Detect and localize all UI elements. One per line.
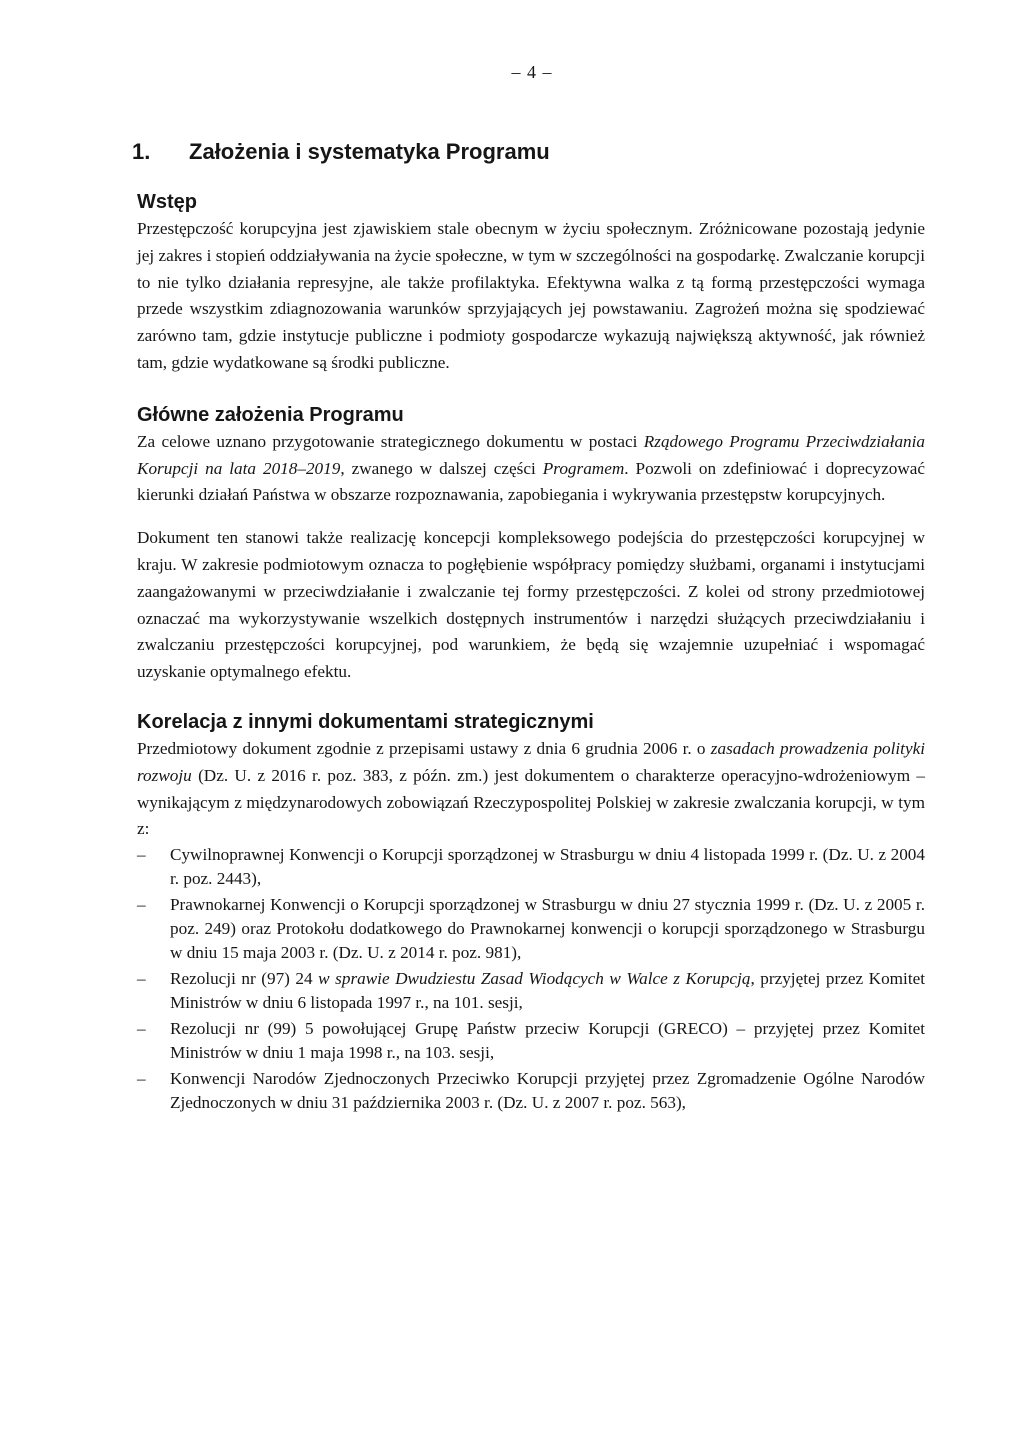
correlation-paragraph: Przedmiotowy dokument zgodnie z przepisami ustawy z dnia 6 grudnia 2006 r. o zasadach prowadzenia polityki rozwoju (Dz. U. z 2016 r. poz. 383, z późn. zm.) jest dokumentem o charakterze operacyjno-wdrożeniowym – wynikającym z międzynarodowych zobowiązań Rzeczypospolitej Polskiej w zakresie zwalczania korupcji, w tym z: <box>137 738 925 839</box>
list-item: – Rezolucji nr (99) 5 powołującej Grupę Państw przeciw Korupcji (GRECO) – przyjętej przez Komitet Ministrów w dniu 1 maja 1998 r., na 103. sesji, <box>137 1019 925 1062</box>
resolution-title: w sprawie Dwudziestu Zasad Wiodących w Walce z Korupcją <box>318 969 751 989</box>
document-body <box>132 132 926 1118</box>
page-number: – 4 – <box>511 62 553 82</box>
list-dash: – <box>137 1019 146 1039</box>
section-intro <box>137 188 925 377</box>
section-title-main: Główne założenia Programu <box>137 403 404 426</box>
act-title: zasadach prowadzenia polityki rozwoju <box>137 738 925 785</box>
obligations-list <box>137 843 925 1115</box>
section-correlation <box>137 708 925 1115</box>
list-dash: – <box>137 845 146 865</box>
intro-paragraph: Przestępczość korupcyjna jest zjawiskiem stale obecnym w życiu społecznym. Zróżnicowane pozostają jedynie jej zakres i stopień oddziaływania na życie społeczne, w tym w szczególności na gospodarkę. Zwalczanie korupcji to nie tylko działania represyjne, ale także profilaktyka. Efektywna walka z tą formą przestępczości wymaga przede wszystkim zdiagnozowania warunków sprzyjających jej powstawaniu. Zagrożeń można się spodziewać zarówno tam, gdzie instytucje publiczne i podmioty gospodarcze wykazują największą aktywność, jak również tam, gdzie wydatkowane są środki publiczne. <box>137 219 925 372</box>
chapter-number: 1. <box>132 139 151 164</box>
list-dash: – <box>137 895 146 915</box>
chapter-heading <box>132 132 925 172</box>
list-item: – Konwencji Narodów Zjednoczonych Przeciwko Korupcji przyjętej przez Zgromadzenie Ogólne Narodów Zjednoczonych w dniu 31 października 2003 r. (Dz. U. z 2007 r. poz. 563), <box>137 1069 925 1113</box>
list-dash: – <box>137 969 146 989</box>
section-title-correlation: Korelacja z innymi dokumentami strategicznymi <box>137 710 594 733</box>
list-item: – Prawnokarnej Konwencji o Korupcji sporządzonej w Strasburgu w dniu 27 stycznia 1999 r. (Dz. U. z 2005 r. poz. 249) oraz Protokołu dodatkowego do Prawnokarnej konwencji o korupcji sporządzonego w Strasburgu w dniu 15 maja 2003 r. (Dz. U. z 2014 r. poz. 981), <box>137 895 925 962</box>
list-item: – Cywilnoprawnej Konwencji o Korupcji sporządzonej w Strasburgu w dniu 4 listopada 1999 r. (Dz. U. z 2004 r. poz. 2443), <box>137 845 925 888</box>
list-item: – Rezolucji nr (97) 24 w sprawie Dwudziestu Zasad Wiodących w Walce z Korupcją, przyjętej przez Komitet Ministrów w dniu 6 listopada 1997 r., na 101. sesji, <box>137 969 925 1012</box>
program-title: Rządowego Programu Przeciwdziałania Korupcji na lata 2018–2019 <box>137 431 926 478</box>
list-dash: – <box>137 1069 146 1089</box>
chapter-title: Założenia i systematyka Programu <box>189 139 550 164</box>
section-main-assumptions <box>137 401 925 686</box>
program-short-name: Programem <box>542 458 625 478</box>
main-paragraph-2: Dokument ten stanowi także realizację koncepcji kompleksowego podejścia do przestępczości korupcyjnej w kraju. W zakresie podmiotowym oznacza to pogłębienie współpracy pomiędzy służbami, organami i instytucjami zaangażowanymi w przeciwdziałanie i zwalczanie tej formy przestępczości. Z kolei od strony przedmiotowej oznaczać ma wykorzystywanie wszelkich dostępnych instrumentów i narzędzi służących przeciwdziałaniu i zwalczaniu przestępczości korupcyjnej, pod warunkiem, że będą się wzajemnie uzupełniać i wspomagać uzyskanie optymalnego efektu. <box>137 528 925 682</box>
main-paragraph-1: Za celowe uznano przygotowanie strategicznego dokumentu w postaci Rządowego Programu Przeciwdziałania Korupcji na lata 2018–2019, zwanego w dalszej części Programem. Pozwoli on zdefiniować i doprecyzować kierunki działań Państwa w obszarze rozpoznawania, zapobiegania i wykrywania przestępstw korupcyjnych. <box>137 431 926 505</box>
section-title-intro: Wstęp <box>137 191 197 213</box>
